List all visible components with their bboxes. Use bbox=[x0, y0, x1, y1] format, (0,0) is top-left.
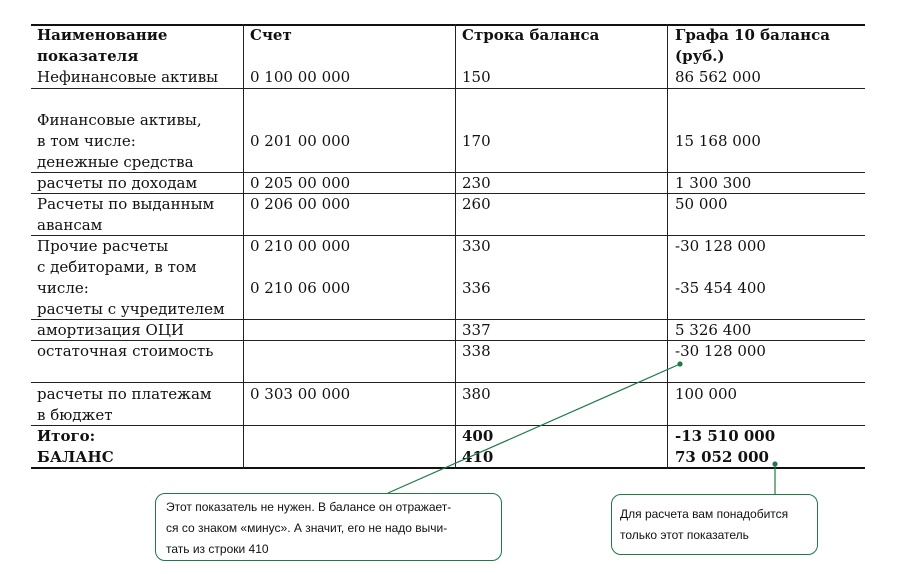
table-row-value: 50 000 bbox=[675, 195, 728, 213]
table-row-value: 5 326 400 bbox=[675, 321, 752, 339]
header-line: Строка баланса bbox=[462, 26, 600, 44]
table-row-name: Нефинансовые активы bbox=[37, 68, 219, 86]
connector-left-line bbox=[388, 364, 680, 493]
connector-right-dot bbox=[772, 461, 777, 466]
callout-not-needed: Этот показатель не нужен. В балансе он отражает- ся со знаком «минус». А значит, его не надо вычи- тать из строки 410 bbox=[155, 493, 502, 561]
table-row-value: 15 168 000 bbox=[675, 132, 761, 150]
header-value: Графа 10 баланса (руб.) bbox=[675, 26, 830, 65]
table-row-account: 0 210 00 000 bbox=[250, 237, 351, 255]
table-row-line: 336 bbox=[462, 279, 491, 297]
table-row-value: 100 000 bbox=[675, 385, 738, 403]
table-row-value: -35 454 400 bbox=[675, 279, 766, 297]
table-row-account: 0 100 00 000 bbox=[250, 68, 351, 86]
table-row-name: расчеты по доходам bbox=[37, 174, 198, 192]
table-row-line: 380 bbox=[462, 385, 491, 403]
table-row-name: Финансовые активы, в том числе: денежные средства bbox=[37, 111, 202, 171]
table-row-name: Прочие расчеты с дебиторами, в том числе: расчеты с учредителем bbox=[37, 237, 225, 318]
table-row-line: 170 bbox=[462, 132, 491, 150]
table-row-line: 330 bbox=[462, 237, 491, 255]
table-row-account: 0 201 00 000 bbox=[250, 132, 351, 150]
table-row-name: расчеты по платежам в бюджет bbox=[37, 385, 212, 424]
table-row-line: 337 bbox=[462, 321, 491, 339]
table-row-name: Расчеты по выданным авансам bbox=[37, 195, 215, 234]
table-row-line: 230 bbox=[462, 174, 491, 192]
table-row-account: 0 303 00 000 bbox=[250, 385, 351, 403]
table-row-value: 86 562 000 bbox=[675, 68, 761, 86]
table-row-line: 338 bbox=[462, 342, 491, 360]
header-name: Наименование показателя bbox=[37, 26, 168, 65]
table-row-account: 0 210 06 000 bbox=[250, 279, 351, 297]
callout-only-this: Для расчета вам понадобится только этот показатель bbox=[611, 494, 818, 555]
totals-values: -13 510 000 73 052 000 bbox=[675, 427, 776, 466]
table-row-value: -30 128 000 bbox=[675, 237, 766, 255]
connector-left-dot bbox=[677, 361, 682, 366]
table-row-line: 260 bbox=[462, 195, 491, 213]
table-row-line: 150 bbox=[462, 68, 491, 86]
table-row-account: 0 205 00 000 bbox=[250, 174, 351, 192]
table-row-name: остаточная стоимость bbox=[37, 342, 214, 360]
table-row-value: 1 300 300 bbox=[675, 174, 752, 192]
table-row-name: амортизация ОЦИ bbox=[37, 321, 184, 339]
table-row-account: 0 206 00 000 bbox=[250, 195, 351, 213]
totals-labels: Итого: БАЛАНС bbox=[37, 427, 114, 466]
table-row-value: -30 128 000 bbox=[675, 342, 766, 360]
totals-lines: 400 410 bbox=[462, 427, 494, 466]
header-account: Счет bbox=[250, 26, 292, 44]
